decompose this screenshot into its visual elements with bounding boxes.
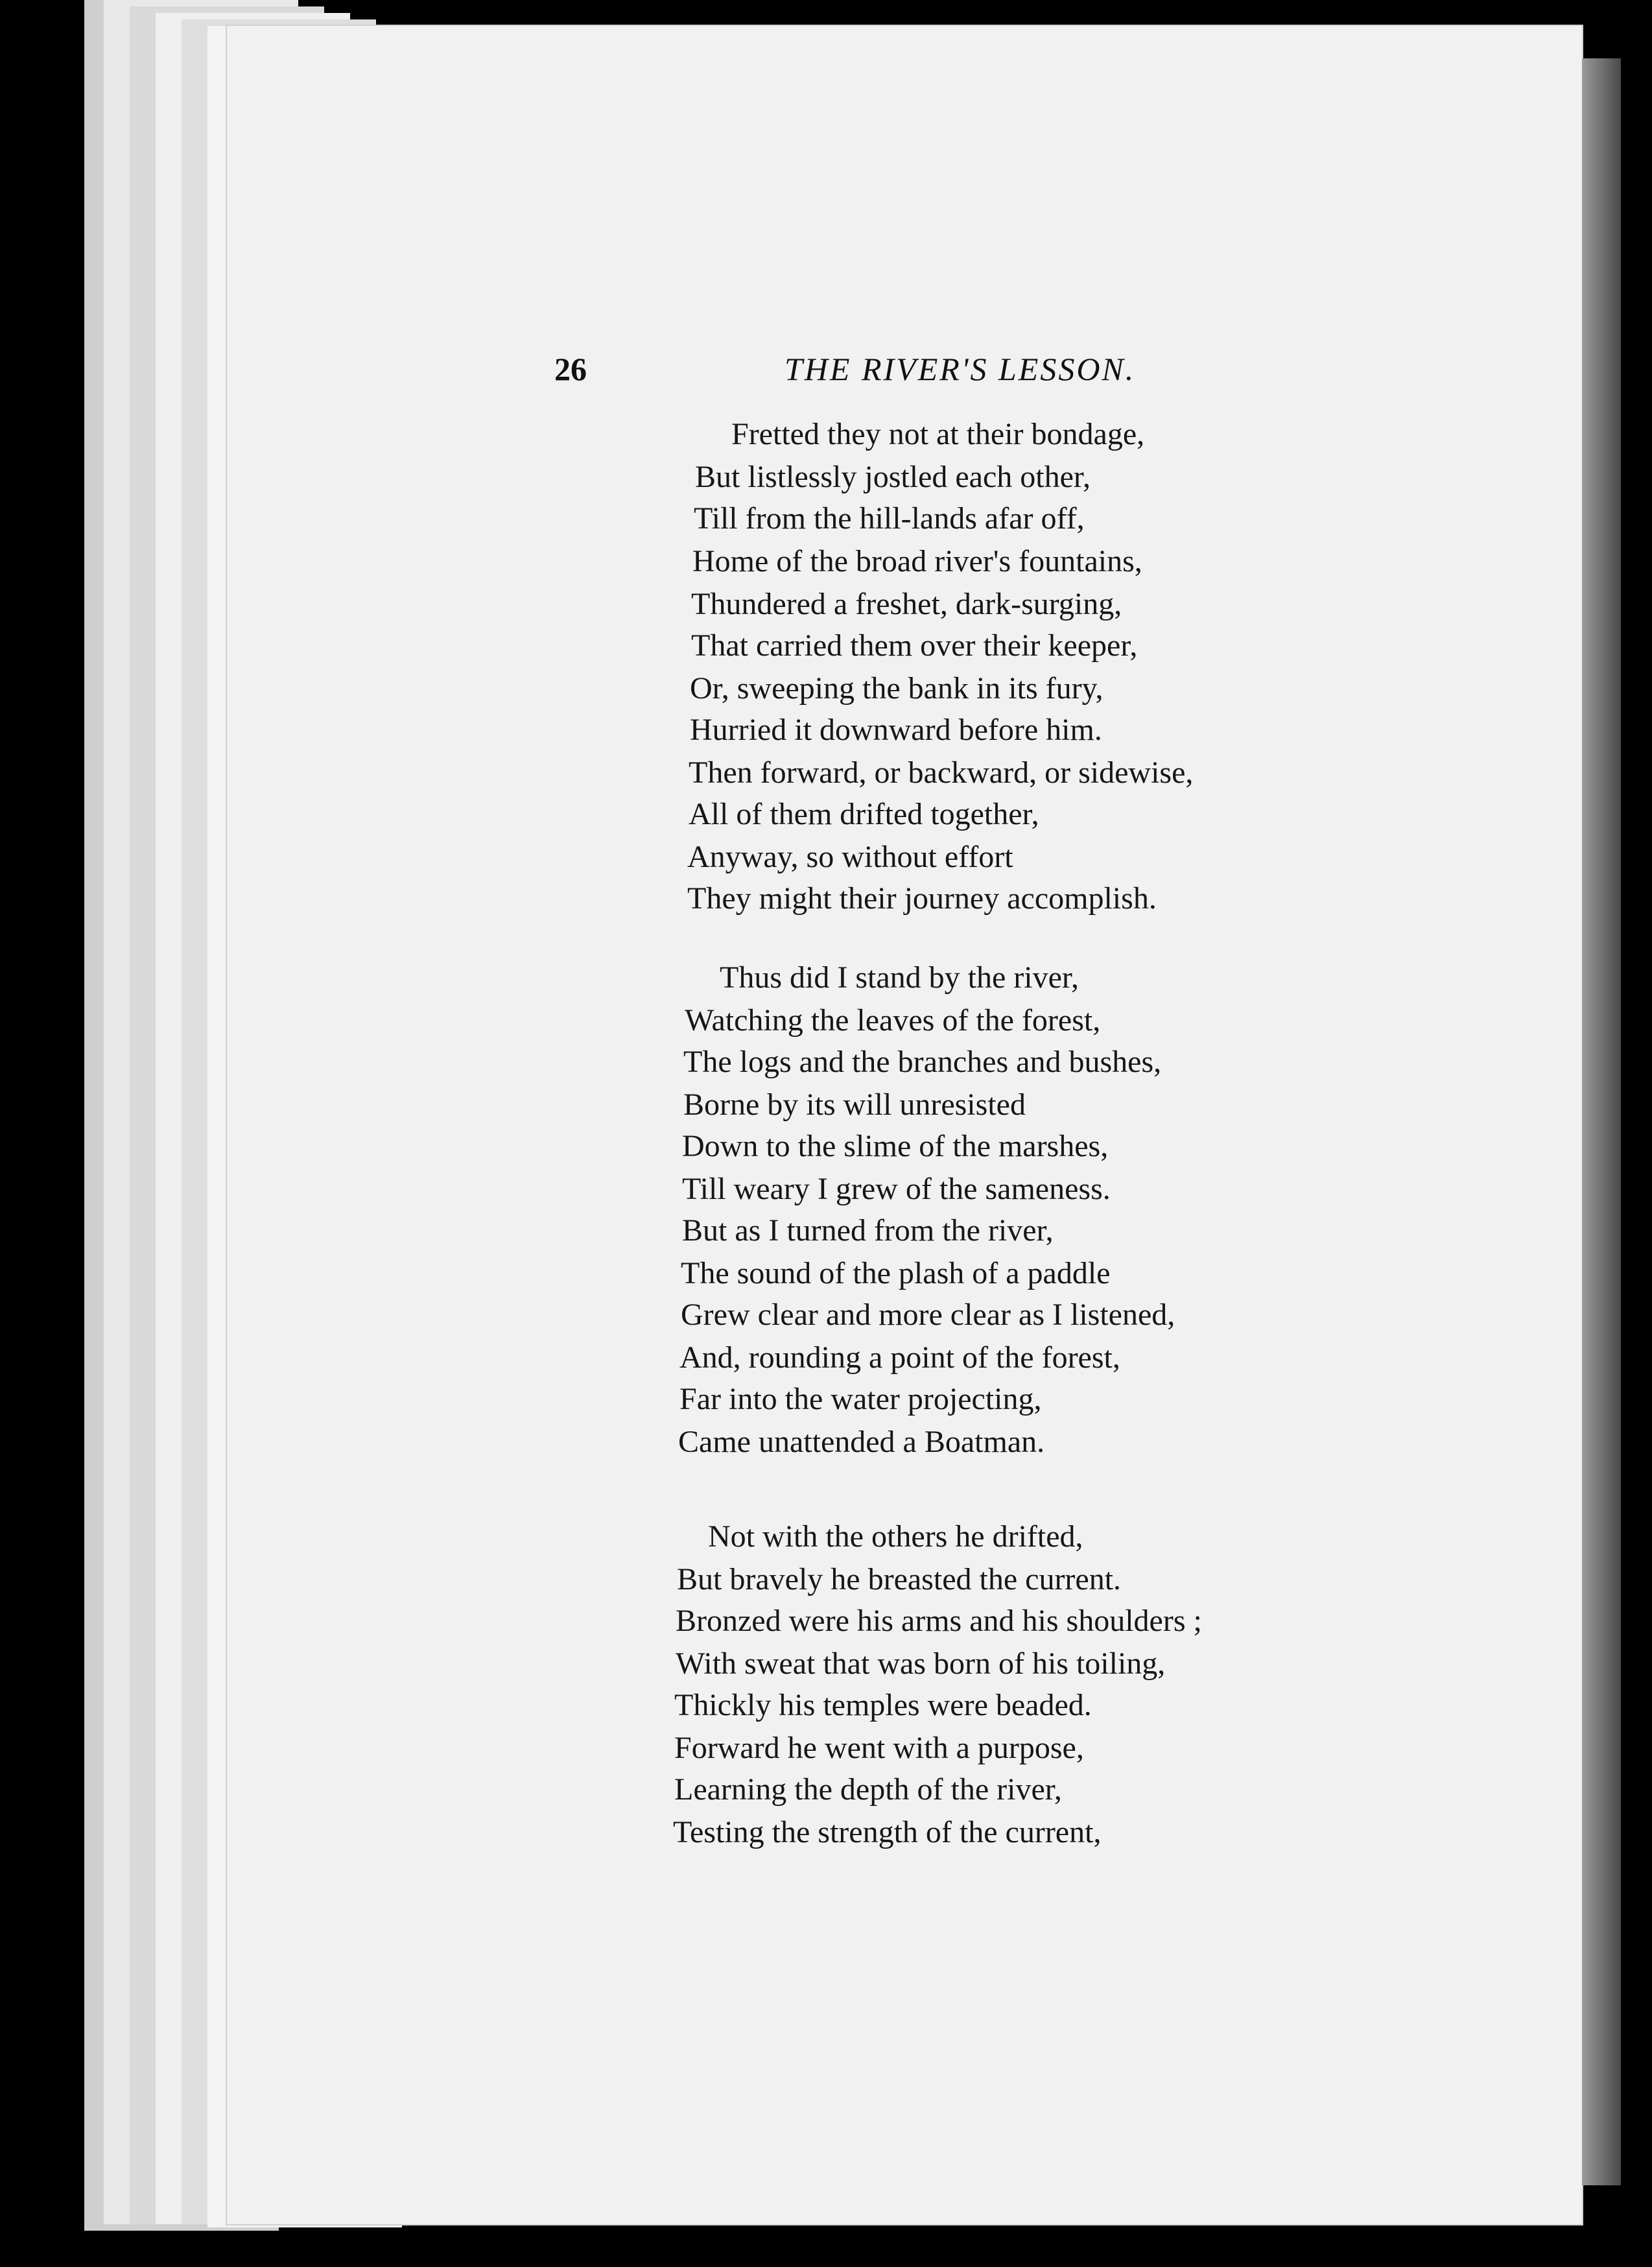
verse-line: Or, sweeping the bank in its fury, <box>690 671 1103 706</box>
book-page <box>227 26 1582 2224</box>
verse-line: Thickly his temples were beaded. <box>674 1688 1092 1722</box>
verse-line: Fretted they not at their bondage, <box>731 417 1145 451</box>
verse-line: Forward he went with a purpose, <box>674 1731 1084 1765</box>
verse-line: Till weary I grew of the sameness. <box>682 1172 1111 1206</box>
verse-line: But listlessly jostled each other, <box>695 460 1091 494</box>
verse-line: Watching the leaves of the forest, <box>685 1003 1101 1038</box>
verse-line: They might their journey accomplish. <box>687 881 1157 916</box>
page-number: 26 <box>554 351 587 387</box>
verse-line: The logs and the branches and bushes, <box>683 1045 1162 1079</box>
verse-line: Then forward, or backward, or sidewise, <box>689 755 1194 790</box>
verse-line: And, rounding a point of the forest, <box>679 1340 1120 1375</box>
verse-line: With sweat that was born of his toiling, <box>676 1646 1166 1681</box>
verse-line: Far into the water projecting, <box>679 1382 1042 1416</box>
verse-line: Grew clear and more clear as I listened, <box>681 1298 1175 1332</box>
verse-line: Anyway, so without effort <box>687 840 1013 874</box>
verse-line: Home of the broad river's fountains, <box>692 544 1142 578</box>
verse-line: Bronzed were his arms and his shoulders ; <box>676 1604 1202 1638</box>
verse-line: Till from the hill-lands afar off, <box>694 501 1085 536</box>
running-head <box>227 350 1582 402</box>
verse-line: Thus did I stand by the river, <box>720 960 1079 995</box>
poem-body <box>227 415 1582 1906</box>
verse-line: Thundered a freshet, dark-surging, <box>691 587 1122 621</box>
verse-line: Testing the strength of the current, <box>673 1815 1102 1849</box>
verse-line: Hurried it downward before him. <box>690 713 1102 747</box>
running-title: THE RIVER'S LESSON. <box>785 351 1136 387</box>
verse-line: Learning the depth of the river, <box>674 1772 1062 1807</box>
verse-line: The sound of the plash of a paddle <box>681 1256 1111 1290</box>
verse-line: That carried them over their keeper, <box>691 628 1138 663</box>
verse-line: Came unattended a Boatman. <box>678 1425 1045 1459</box>
verse-line: Down to the slime of the marshes, <box>682 1129 1109 1163</box>
verse-line: But bravely he breasted the current. <box>677 1562 1122 1596</box>
verse-line: Not with the others he drifted, <box>708 1519 1083 1554</box>
verse-line: All of them drifted together, <box>689 797 1039 831</box>
verse-line: Borne by its will unresisted <box>683 1087 1026 1122</box>
verse-line: But as I turned from the river, <box>682 1213 1054 1248</box>
page-shadow <box>1582 58 1621 2185</box>
